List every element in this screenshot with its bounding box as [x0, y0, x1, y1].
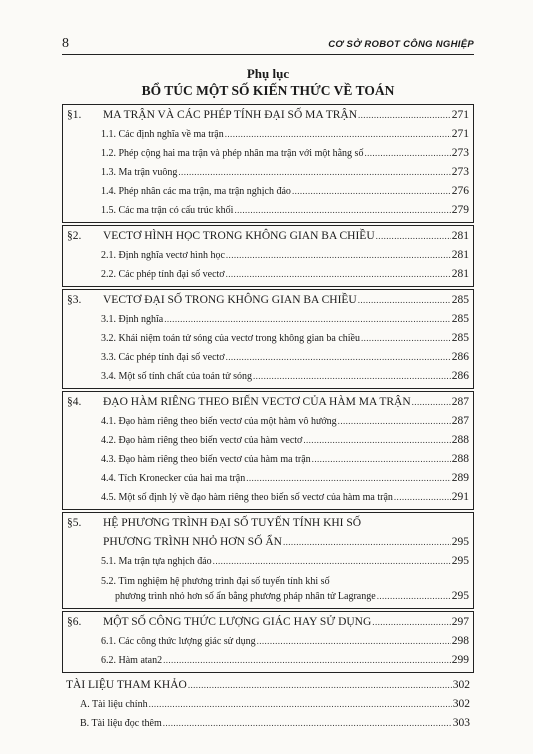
toc-section-2: [62, 225, 474, 287]
toc-entry[interactable]: 4.5. Một số định lý về đạo hàm riêng theo biến số vectơ của hàm ma trận ..... 291: [67, 488, 469, 507]
appendix-label: Phụ lục: [246, 66, 290, 81]
toc-entry[interactable]: 4.3. Đạo hàm riêng theo biến vectơ của hàm ma trận ..... 288: [67, 450, 469, 469]
toc-entry[interactable]: phương trình nhỏ hơn số ẩn bằng phương pháp nhân tử Lagrange ..... 295: [67, 589, 469, 606]
toc-entry[interactable]: 2.2. Các phép tính đại số vectơ ..... 281: [67, 265, 469, 284]
toc-entry[interactable]: 1.2. Phép cộng hai ma trận và phép nhân ma trận với một hằng số ..... 273: [67, 144, 469, 163]
toc-section-3: [62, 289, 474, 389]
toc-entry[interactable]: 6.2. Hàm atan2 ..... 299: [67, 651, 469, 670]
toc-section-4: [62, 391, 474, 510]
toc-entry[interactable]: 3.1. Định nghĩa ..... 285: [67, 310, 469, 329]
toc-entry[interactable]: A. Tài liệu chính ..... 302: [66, 695, 470, 714]
toc-entry[interactable]: 4.2. Đạo hàm riêng theo biến vectơ của hàm vectơ ..... 288: [67, 431, 469, 450]
toc-entry[interactable]: B. Tài liệu đọc thêm ..... 303: [66, 714, 470, 733]
toc-section-5: [62, 512, 474, 609]
toc-entry[interactable]: 2.1. Định nghĩa vectơ hình học ..... 281: [67, 246, 469, 265]
toc-section-heading[interactable]: PHƯƠNG TRÌNH NHỎ HƠN SỐ ẨN ..... 295: [67, 533, 469, 552]
toc-references-heading[interactable]: TÀI LIỆU THAM KHẢO ..... 302: [66, 676, 470, 695]
toc-entry[interactable]: 4.4. Tích Kronecker của hai ma trận ..... 289: [67, 469, 469, 488]
toc-section-heading-line1: §5. HỆ PHƯƠNG TRÌNH ĐẠI SỐ TUYẾN TÍNH KHI SỐ: [67, 517, 362, 529]
toc-entry[interactable]: 5.1. Ma trận tựa nghịch đảo ..... 295: [67, 552, 469, 571]
toc-entry[interactable]: 3.3. Các phép tính đại số vectơ ..... 286: [67, 348, 469, 367]
toc-section-heading[interactable]: §4. ĐẠO HÀM RIÊNG THEO BIẾN VECTƠ CỦA HÀM MA TRẬN ..... 287: [67, 393, 469, 412]
toc-entry[interactable]: 4.1. Đạo hàm riêng theo biến vectơ của một hàm vô hướng ..... 287: [67, 412, 469, 431]
toc-section-heading[interactable]: §1. MA TRẬN VÀ CÁC PHÉP TÍNH ĐẠI SỐ MA TRẬN ..... 271: [67, 106, 469, 125]
toc-entry[interactable]: 6.1. Các công thức lượng giác sử dụng ..... 298: [67, 632, 469, 651]
toc-section-1: [62, 104, 474, 223]
appendix-title: BỔ TÚC MỘT SỐ KIẾN THỨC VỀ TOÁN: [141, 83, 395, 98]
toc-entry[interactable]: 1.4. Phép nhân các ma trận, ma trận nghịch đảo ..... 276: [67, 182, 469, 201]
page-number: 8: [62, 36, 69, 51]
toc-entry[interactable]: 1.1. Các định nghĩa về ma trận ..... 271: [67, 125, 469, 144]
toc-entry[interactable]: 1.3. Ma trận vuông ..... 273: [67, 163, 469, 182]
toc-entry[interactable]: 1.5. Các ma trận có cấu trúc khối ..... 279: [67, 201, 469, 220]
toc-references: [62, 676, 474, 733]
toc-entry[interactable]: 3.2. Khái niệm toán tử sóng của vectơ trong không gian ba chiều ..... 285: [67, 329, 469, 348]
page-header: [62, 36, 474, 55]
table-of-contents: [62, 66, 474, 733]
toc-section-6: [62, 611, 474, 673]
toc-section-heading[interactable]: §2. VECTƠ HÌNH HỌC TRONG KHÔNG GIAN BA CHIỀU ..... 281: [67, 227, 469, 246]
toc-entry-line1: 5.2. Tìm nghiệm hệ phương trình đại số tuyến tính khi số: [101, 576, 330, 587]
toc-entry[interactable]: 3.4. Một số tính chất của toán tử sóng ..... 286: [67, 367, 469, 386]
toc-section-heading[interactable]: §6. MỘT SỐ CÔNG THỨC LƯỢNG GIÁC HAY SỬ DỤNG ..... 297: [67, 613, 469, 632]
toc-section-heading[interactable]: §3. VECTƠ ĐẠI SỐ TRONG KHÔNG GIAN BA CHIỀU ..... 285: [67, 291, 469, 310]
running-title: CƠ SỞ ROBOT CÔNG NGHIỆP: [328, 39, 474, 50]
